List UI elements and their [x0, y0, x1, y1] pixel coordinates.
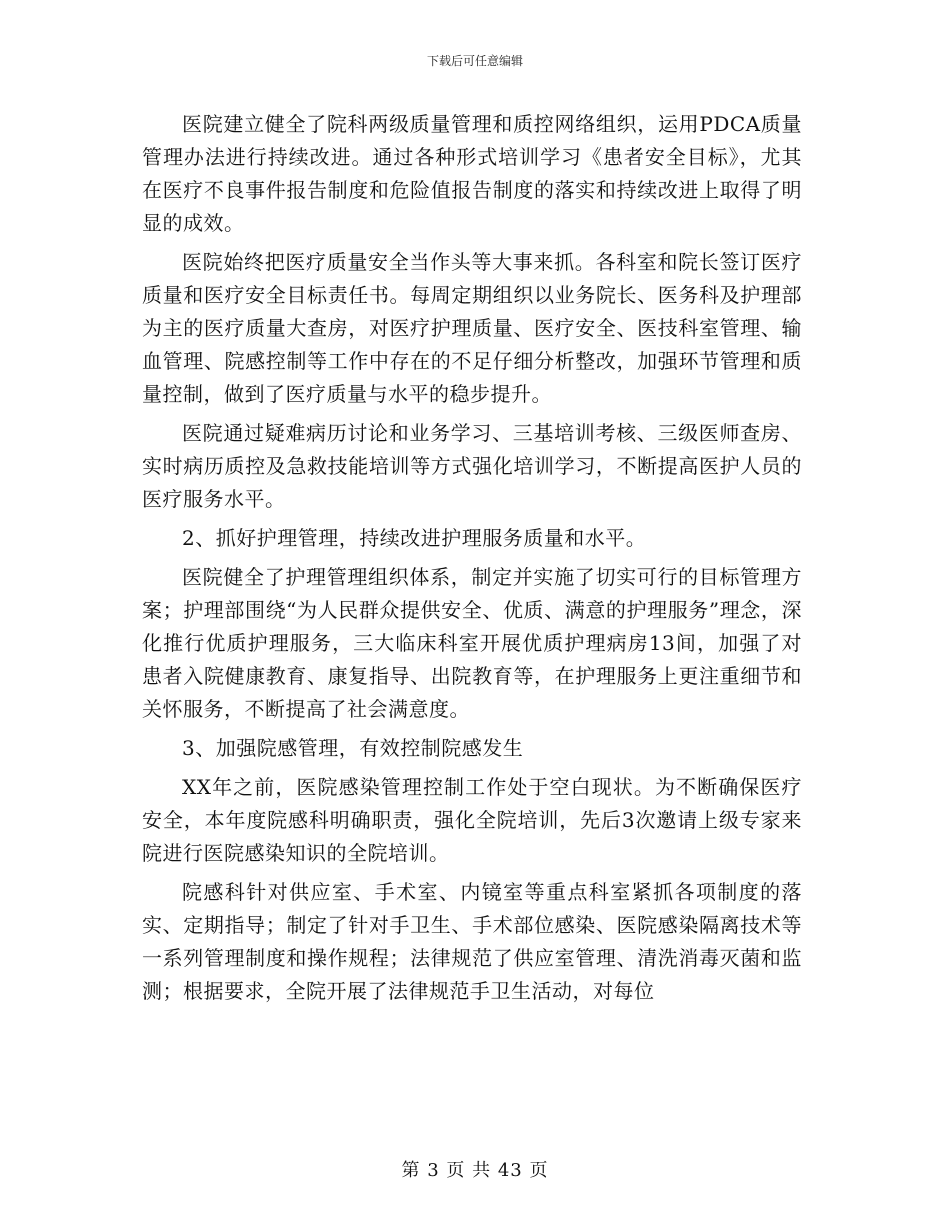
paragraph-3: 医院通过疑难病历讨论和业务学习、三基培训考核、三级医师查房、实时病历质控及急救技能培训等方式强化培训学习，不断提高医护人员的医疗服务水平。 — [142, 421, 802, 511]
document-body — [142, 108, 802, 1014]
section-heading-nursing: 2、抓好护理管理，持续改进护理服务质量和水平。 — [182, 526, 647, 550]
page-header: 下载后可任意编辑 — [426, 54, 523, 68]
paragraph-2: 医院始终把医疗质量安全当作头等大事来抓。各科室和院长签订医疗质量和医疗安全目标责任书。每周定期组织以业务院长、医务科及护理部为主的医疗质量大查房，对医疗护理质量、医疗安全、医技科室管理、输血管理、院感控制等工作中存在的不足仔细分析整改，加强环节管理和质量控制，做到了医疗质量与水平的稳步提升。 — [142, 250, 802, 406]
page-number: 第 3 页 共 43 页 — [401, 1160, 549, 1181]
section-heading-infection: 3、加强院感管理，有效控制院感发生 — [182, 736, 524, 760]
paragraph-5: XX年之前，医院感染管理控制工作处于空白现状。为不断确保医疗安全，本年度院感科明确职责，强化全院培训，先后3次邀请上级专家来院进行医院感染知识的全院培训。 — [142, 775, 802, 865]
paragraph-6: 院感科针对供应室、手术室、内镜室等重点科室紧抓各项制度的落实、定期指导；制定了针对手卫生、手术部位感染、医院感染隔离技术等一系列管理制度和操作规程；法律规范了供应室管理、清洗消毒灭菌和监测；根据要求，全院开展了法律规范手卫生活动，对每位 — [142, 880, 802, 1003]
paragraph-4: 医院健全了护理管理组织体系，制定并实施了切实可行的目标管理方案；护理部围绕“为人民群众提供安全、优质、满意的护理服务”理念，深化推行优质护理服务，三大临床科室开展优质护理病房13间，加强了对患者入院健康教育、康复指导、出院教育等，在护理服务上更注重细节和关怀服务，不断提高了社会满意度。 — [142, 565, 802, 721]
paragraph-1: 医院建立健全了院科两级质量管理和质控网络组织，运用PDCA质量管理办法进行持续改进。通过各种形式培训学习《患者安全目标》，尤其在医疗不良事件报告制度和危险值报告制度的落实和持续改进上取得了明显的成效。 — [142, 112, 802, 235]
